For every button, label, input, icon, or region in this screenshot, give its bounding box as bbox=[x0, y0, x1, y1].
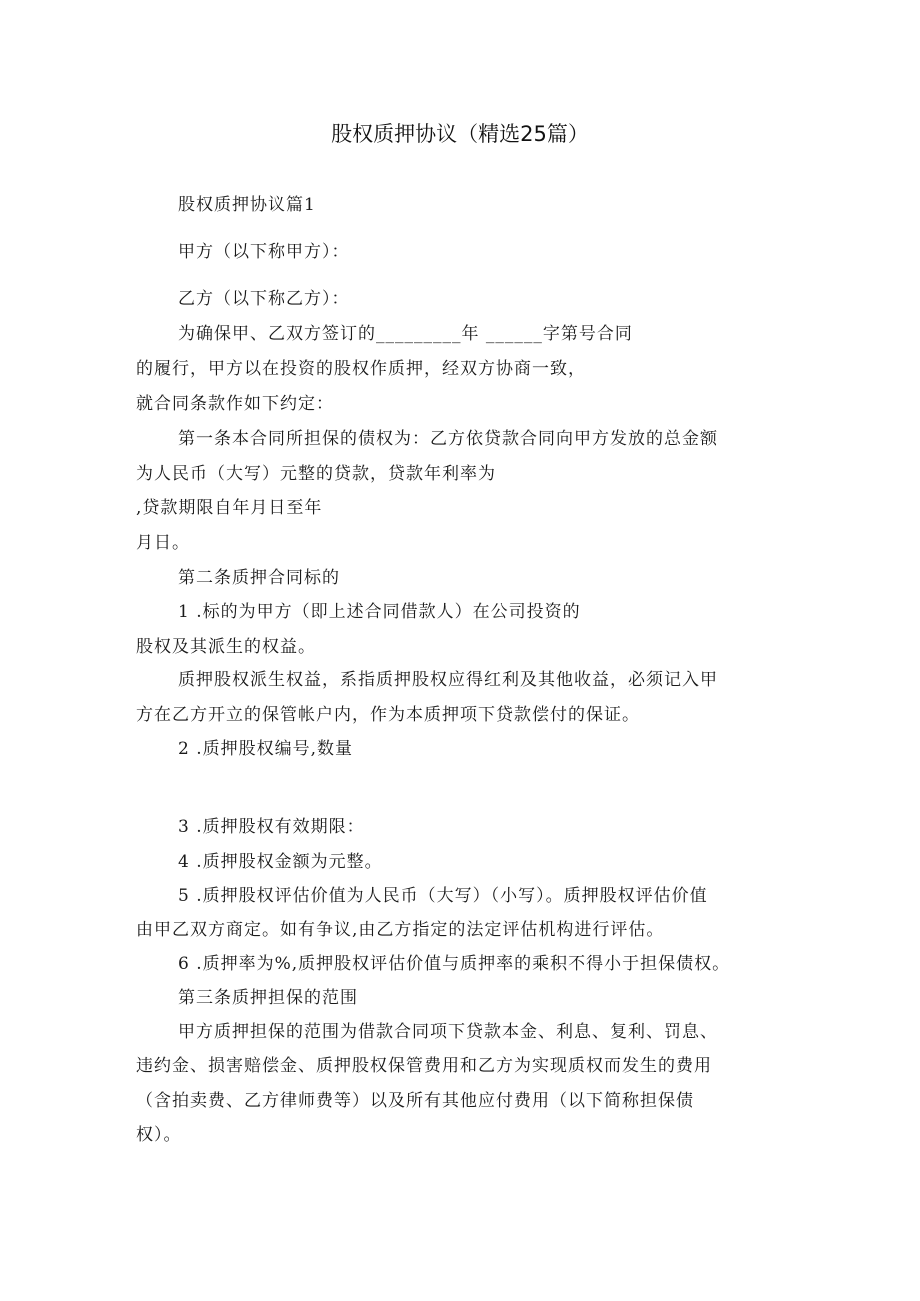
paragraph-line: 为确保甲、乙双方签订的_________年 ______字第号合同 bbox=[178, 324, 633, 344]
paragraph-line: 质押股权派生权益，系指质押股权应得红利及其他收益，必须记入甲 bbox=[178, 670, 718, 690]
clause-2-line: 2 .质押股权编号,数量 bbox=[178, 739, 354, 759]
party-a-line: 甲方（以下称甲方）： bbox=[178, 242, 350, 262]
paragraph-line: 方在乙方开立的保管帐户内，作为本质押项下贷款偿付的保证。 bbox=[136, 705, 640, 725]
clause-6-line: 6 .质押率为%,质押股权评估价值与质押率的乘积不得小于担保债权。 bbox=[178, 954, 731, 974]
article-3-heading: 第三条质押担保的范围 bbox=[178, 988, 358, 1008]
paragraph-line: （含拍卖费、乙方律师费等）以及所有其他应付费用（以下简称担保债 bbox=[136, 1091, 694, 1111]
clause-1-line: 1 .标的为甲方（即上述合同借款人）在公司投资的 bbox=[178, 602, 581, 622]
paragraph-line: 就合同条款作如下约定： bbox=[136, 394, 334, 414]
paragraph-line: 违约金、损害赔偿金、质押股权保管费用和乙方为实现质权而发生的费用 bbox=[136, 1056, 712, 1076]
document-title: 股权质押协议（精选25篇） bbox=[331, 122, 589, 146]
paragraph-line: 由甲乙双方商定。如有争议,由乙方指定的法定评估机构进行评估。 bbox=[136, 920, 665, 940]
paragraph-line: 权）。 bbox=[136, 1125, 182, 1145]
paragraph-line: ,贷款期限自年月日至年 bbox=[136, 498, 323, 518]
paragraph-line: 月日。 bbox=[136, 533, 190, 553]
paragraph-line: 的履行，甲方以在投资的股权作质押，经双方协商一致， bbox=[136, 359, 586, 379]
paragraph-line: 甲方质押担保的范围为借款合同项下贷款本金、利息、复利、罚息、 bbox=[178, 1022, 718, 1042]
clause-3-line: 3 .质押股权有效期限： bbox=[178, 817, 365, 837]
article-2-heading: 第二条质押合同标的 bbox=[178, 568, 340, 588]
clause-5-line: 5 .质押股权评估价值为人民币（大写）（小写）。质押股权评估价值 bbox=[178, 886, 708, 906]
paragraph-line: 为人民币（大写）元整的贷款，贷款年利率为 bbox=[136, 464, 496, 484]
paragraph-line: 股权及其派生的权益。 bbox=[136, 637, 316, 657]
article-1-line: 第一条本合同所担保的债权为：乙方依贷款合同向甲方发放的总金额 bbox=[178, 429, 718, 449]
section-heading: 股权质押协议篇1 bbox=[178, 195, 316, 215]
clause-4-line: 4 .质押股权金额为元整。 bbox=[178, 852, 383, 872]
party-b-line: 乙方（以下称乙方）： bbox=[178, 289, 350, 309]
